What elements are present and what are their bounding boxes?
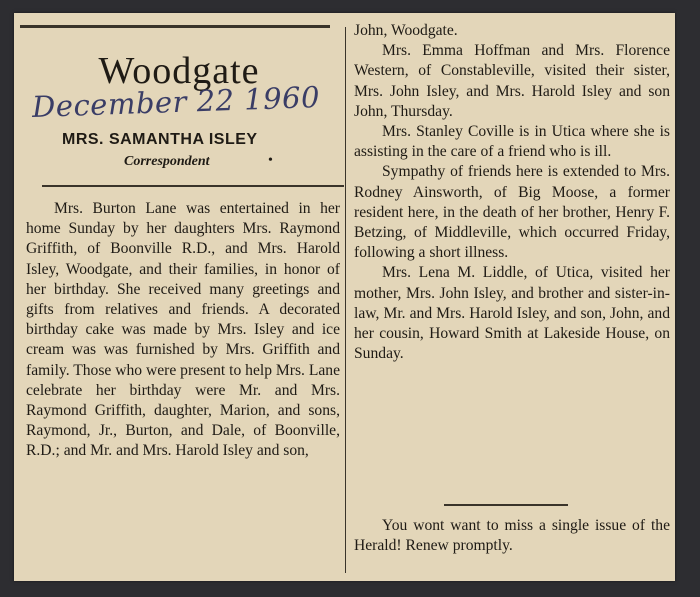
paragraph: Sympathy of friends here is extended to Mrs. Rodney Ainsworth, of Big Moose, a former resident here, in the death of her brother, Henry F. Betzing, of Middleville, which occurred Friday, following a short illness. [354,163,670,262]
right-column-text [354,21,670,364]
left-column-text [26,199,340,462]
promo-paragraph: You wont want to miss a single issue of the Herald! Renew promptly. [354,517,670,555]
newspaper-clipping [14,13,675,581]
masthead: Woodgate [98,50,260,92]
byline: MRS. SAMANTHA ISLEY [62,131,258,148]
paragraph: Mrs. Burton Lane was entertained in her home Sunday by her daughters Mrs. Raymond Griffith, of Boonville R.D., and Mrs. Harold Isley, Woodgate, and their families, in honor of her birthday. She received many greetings and gifts from relatives and friends. A decorated birthday cake was made by Mrs. Isley and ice cream was was furnished by Mrs. Griffith and family. Those who were present to help Mrs. Lane celebrate her birthday were Mr. and Mrs. Raymond Griffith, daughter, Marion, and sons, Raymond, Jr., Burton, and Dale, of Boonville, R.D.; and Mr. and Mrs. Harold Isley and son, [26,200,340,460]
promo-rule [444,504,568,506]
paragraph: Mrs. Emma Hoffman and Mrs. Florence Western, of Constableville, visited their sister, Mrs. John Isley, and Mrs. Harold Isley and son John, Thursday. [354,42,670,120]
promo-text [354,516,670,556]
header-rule [42,185,344,187]
paragraph: Mrs. Lena M. Liddle, of Utica, visited her mother, Mrs. John Isley, and brother and sister-in-law, Mr. and Mrs. Harold Isley, and son, John, and her cousin, Howard Smith at Lakeside House, on Sunday. [354,264,670,363]
handwritten-date: December 22 1960 [31,79,321,125]
column-rule [345,27,346,573]
continuation-text: John, Woodgate. [354,22,458,39]
credit-mark: • [268,153,273,168]
paragraph: Mrs. Stanley Coville is in Utica where she is assisting in the care of a friend who is ill. [354,123,670,161]
correspondent-credit: Correspondent [124,154,210,169]
